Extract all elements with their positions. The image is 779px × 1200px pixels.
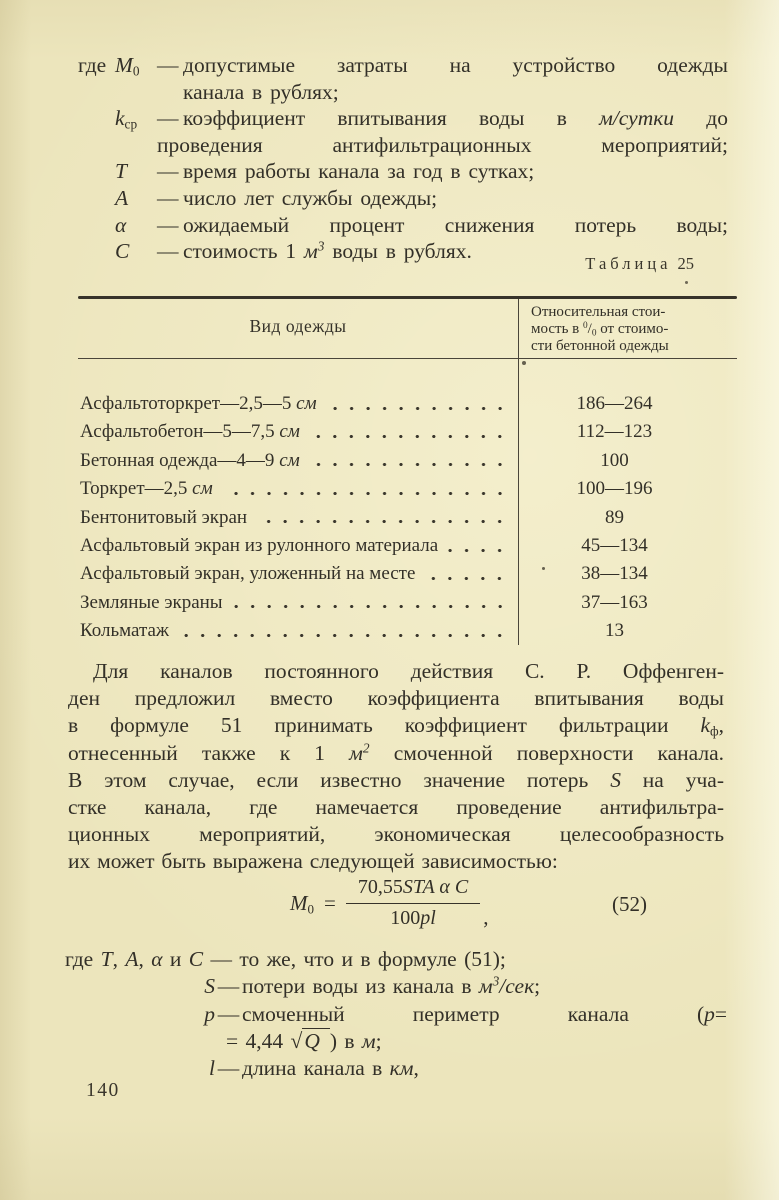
table-value: 45—134	[581, 534, 648, 556]
definition-dash: —	[217, 1056, 240, 1081]
table-caption-word: Таблица	[585, 254, 672, 273]
dot-leader	[310, 462, 508, 467]
definition-text: длина канала в км,	[242, 1056, 419, 1081]
formula-52	[68, 876, 724, 942]
definition-term: p	[204, 1001, 215, 1026]
definition-text: ожидаемый процент снижения потерь воды;	[183, 212, 728, 237]
definition-dash: —	[157, 185, 179, 210]
table-body	[78, 390, 737, 646]
definition-item	[65, 1055, 727, 1082]
table-25	[78, 290, 737, 646]
fraction-denominator: 100pl	[390, 907, 436, 929]
ink-speck	[685, 281, 688, 284]
formula-51-definitions	[78, 52, 728, 265]
paragraph-line: в формуле 51 принимать коэффициент фильтрации $k_ф$,	[68, 713, 724, 740]
dot-leader	[257, 519, 508, 524]
paragraph-line: стке канала, где намечается проведение антифильтра-	[68, 795, 724, 820]
paragraph-line: Для каналов постоянного действия С. Р. Оффенген-	[93, 659, 724, 683]
table-col1-header: Вид одежды	[249, 316, 347, 336]
paragraph-line: их может быть выражена следующей зависимостью:	[68, 849, 558, 874]
dot-leader	[310, 434, 508, 439]
dot-leader	[327, 406, 508, 411]
table-row: Кольматаж 13	[78, 617, 737, 645]
table-value: 13	[605, 620, 624, 642]
definition-item	[78, 158, 728, 185]
definition-dash: —	[157, 106, 179, 131]
dot-leader	[448, 548, 508, 553]
definition-dash: —	[157, 239, 179, 264]
table-row: Земляные экраны 37—163	[78, 589, 737, 617]
definition-text: смоченный периметр канала (p= = 4,44 √Q ) в м;	[226, 1001, 727, 1053]
dot-leader	[425, 576, 508, 581]
table-value: 112—123	[576, 421, 653, 443]
formula-52-definitions	[65, 946, 727, 1082]
definition-item	[78, 105, 728, 158]
table-value: 186—264	[576, 393, 653, 414]
fraction-numerator: 70,55STA α C	[346, 876, 480, 904]
definition-text: коэффициент впитывания воды в м/сутки до проведения антифильтрационных мероприятий;	[157, 106, 728, 157]
table-caption	[585, 254, 694, 274]
formula-comma: ,	[483, 905, 489, 929]
formula-lhs: $M_0$	[290, 890, 315, 917]
definition-item	[78, 52, 728, 105]
table-value: 37—163	[581, 591, 648, 613]
body-paragraph	[68, 658, 724, 876]
definition-term: S	[204, 974, 215, 999]
equation-number: (52)	[612, 892, 647, 916]
definition-lead: где	[78, 53, 107, 77]
table-header	[78, 299, 737, 354]
dot-leader	[233, 604, 508, 609]
table-value: 100—196	[576, 478, 653, 500]
paragraph-line: ционных мероприятий, экономическая целесообразность	[68, 822, 724, 847]
definition-dash: —	[157, 159, 179, 184]
page-number: 140	[86, 1080, 120, 1101]
dot-leader	[223, 491, 508, 496]
definition-dash: —	[217, 974, 240, 999]
definitions-intro: где T, A, α и C — то же, что и в формуле (51);	[65, 947, 506, 971]
definition-text: допустимые затраты на устройство одежды канала в рублях;	[183, 53, 728, 104]
definition-text: число лет службы одежды;	[183, 185, 438, 210]
ink-speck	[522, 361, 526, 365]
dot-leader	[179, 633, 508, 638]
definition-term: α	[115, 212, 127, 237]
definition-term: l	[209, 1056, 215, 1081]
definition-term: C	[115, 239, 130, 264]
equals-sign: =	[324, 890, 336, 915]
table-row: Бетонная одежда—4—9 см 100	[78, 447, 737, 475]
definition-text: стоимость 1 $м^3$ воды в рублях.	[183, 238, 472, 264]
table-value: 89	[605, 506, 624, 528]
table-row: Асфальтоторкрет—2,5—5 см 186—264	[78, 390, 737, 418]
definition-item	[78, 185, 728, 212]
definition-term: $M_0$	[115, 53, 140, 79]
table-row: Торкрет—2,5 см 100—196	[78, 475, 737, 503]
table-value: 38—134	[581, 563, 648, 585]
definition-text: потери воды из канала в $м^3$/сек;	[242, 973, 541, 999]
definition-term: T	[115, 159, 127, 184]
definition-item	[65, 973, 727, 1000]
table-row: Асфальтовый экран из рулонного материала 45—134	[78, 532, 737, 560]
table-col2-header: Относительная стои- мость в $^0/_0$ от стоимо- сти бетонной одежды	[531, 304, 669, 354]
table-caption-number: 25	[677, 254, 694, 273]
table-row: Асфальтобетон—5—7,5 см 112—123	[78, 418, 737, 446]
paragraph-line: отнесенный также к 1 $м^2$ смоченной поверхности канала.	[68, 740, 724, 765]
definition-dash: —	[157, 212, 179, 237]
definition-text: время работы канала за год в сутках;	[183, 159, 535, 184]
definition-item	[78, 212, 728, 239]
table-row: Асфальтовый экран, уложенный на месте 38—134	[78, 560, 737, 588]
definition-term: $k_{ср}$	[115, 106, 138, 132]
paragraph-line: ден предложил вместо коэффициента впитывания воды	[68, 686, 724, 711]
definition-term: A	[115, 185, 129, 210]
ink-speck	[542, 567, 545, 570]
definition-item	[65, 1001, 727, 1056]
table-row: Бентонитовый экран 89	[78, 504, 737, 532]
definition-dash: —	[157, 53, 179, 77]
table-header-rule	[78, 358, 737, 359]
formula-fraction	[346, 876, 480, 930]
definition-dash: —	[217, 1001, 240, 1026]
table-value: 100	[600, 449, 629, 471]
paragraph-line: В этом случае, если известно значение потерь S на уча-	[68, 767, 724, 792]
